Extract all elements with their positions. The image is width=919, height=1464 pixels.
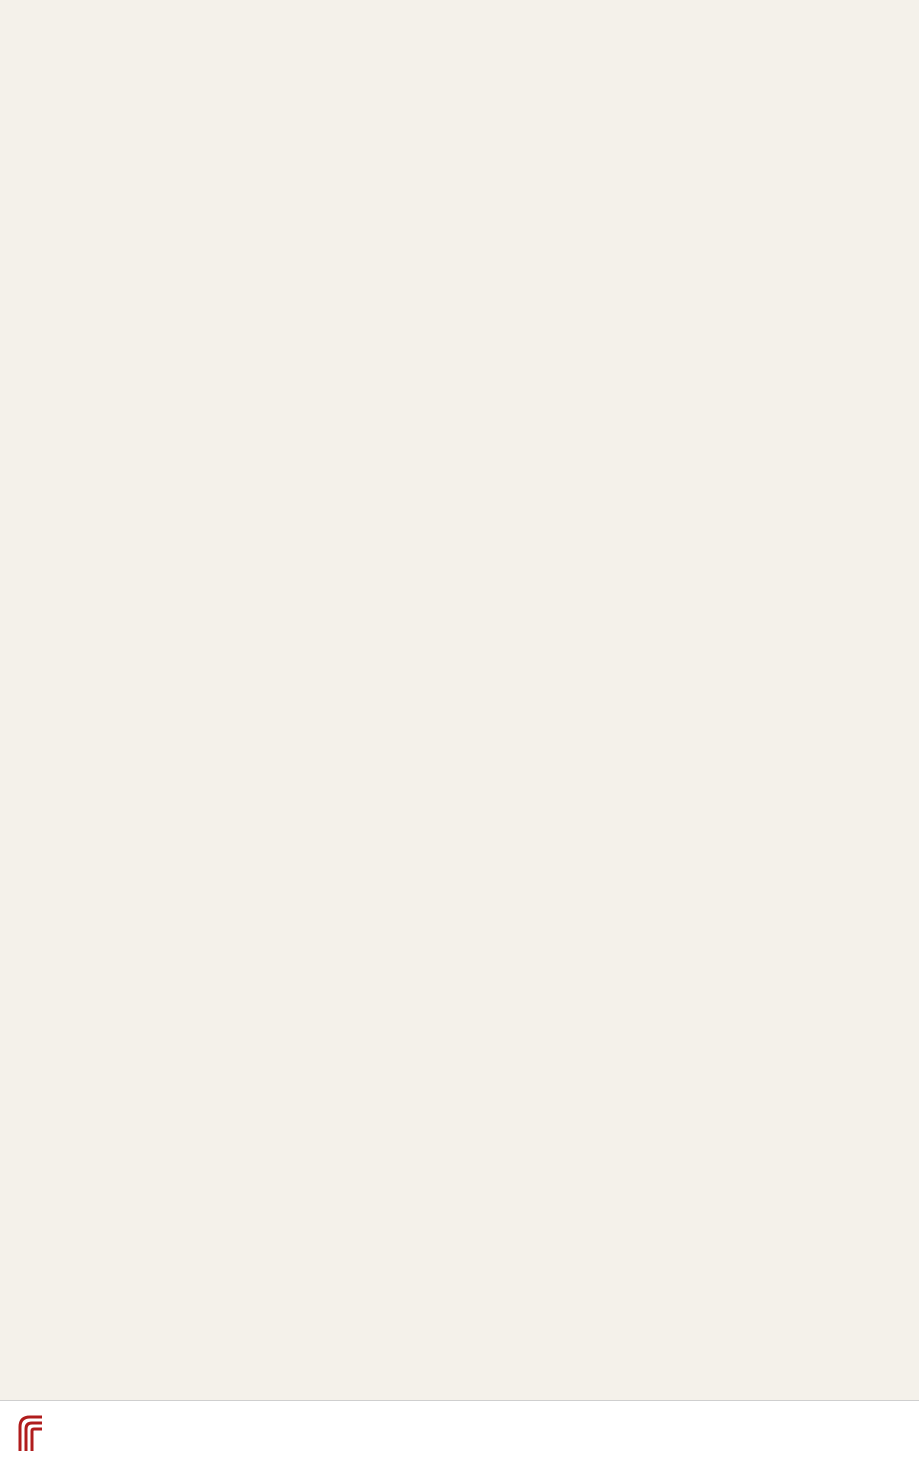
viewer-footer	[0, 1400, 919, 1464]
library-emblem-icon	[16, 1413, 46, 1453]
page-content	[38, 58, 858, 60]
library-logo[interactable]	[10, 1413, 46, 1453]
